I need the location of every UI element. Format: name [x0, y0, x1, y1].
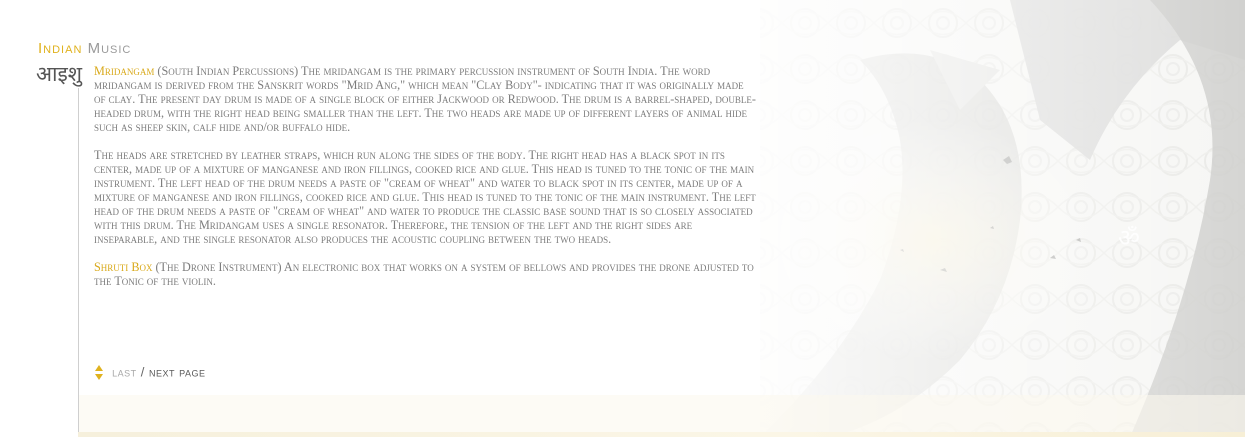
pagination [95, 364, 205, 382]
section-mridangam [94, 64, 758, 134]
page-title-accent: Indian [38, 40, 83, 57]
term-shruti-box: Shruti Box [94, 260, 153, 274]
term-mridangam: Mridangam [94, 64, 155, 78]
last-page-link[interactable]: last [112, 364, 137, 380]
section-text: (South Indian Percussions) The mridangam is the primary percussion instrument of South India. The word mridangam is derived from the Sanskrit words "Mrid Ang," which mean "Clay Body"- indicating that it was originally made of clay. The present day drum is made of a single block of either Jackwood or Redwood. The drum is a barrel-shaped, double-headed drum, with the right head being smaller than the left. The two heads are made up of different layers of animal hide such as sheep skin, calf hide and/or buffalo hide. [94, 64, 756, 134]
devanagari-logo-text: आइशु [36, 62, 83, 86]
section-text: (The Drone Instrument) An electronic box that works on a system of bellows and provides the drone adjusted to the Tonic of the violin. [94, 260, 754, 288]
up-down-arrows-icon [95, 364, 104, 382]
page-title [38, 40, 131, 57]
bottom-band [78, 432, 1245, 437]
next-page-link[interactable]: next page [149, 364, 206, 380]
pager-separator: / [140, 364, 145, 380]
vertical-divider [78, 88, 79, 436]
section-shruti-box [94, 260, 758, 288]
section-drum-heads [94, 148, 758, 246]
article-body [94, 64, 758, 302]
page-title-rest: Music [87, 40, 132, 57]
section-text: The heads are stretched by leather straps, which run along the sides of the body. The right head has a black spot in its center, made up of a mixture of manganese and iron fillings, cooked rice and glue. This head is tuned to the tonic of the main instrument. The left head of the drum needs a paste of "cream of wheat" and water to black spot in its center, made up of a mixture of manganese and iron fillings, cooked rice and glue. This head is tuned to the tonic of the main instrument. The left head of the drum needs a paste of "cream of wheat" and water to produce the classic base sound that is so closely associated with this drum. The Mridangam uses a single resonator. Therefore, the tension of the left and the right sides are inseparable, and the single resonator also produces the acoustic coupling between the two heads. [94, 148, 756, 246]
arrow-up-icon [95, 365, 103, 371]
arrow-down-icon [95, 374, 103, 380]
